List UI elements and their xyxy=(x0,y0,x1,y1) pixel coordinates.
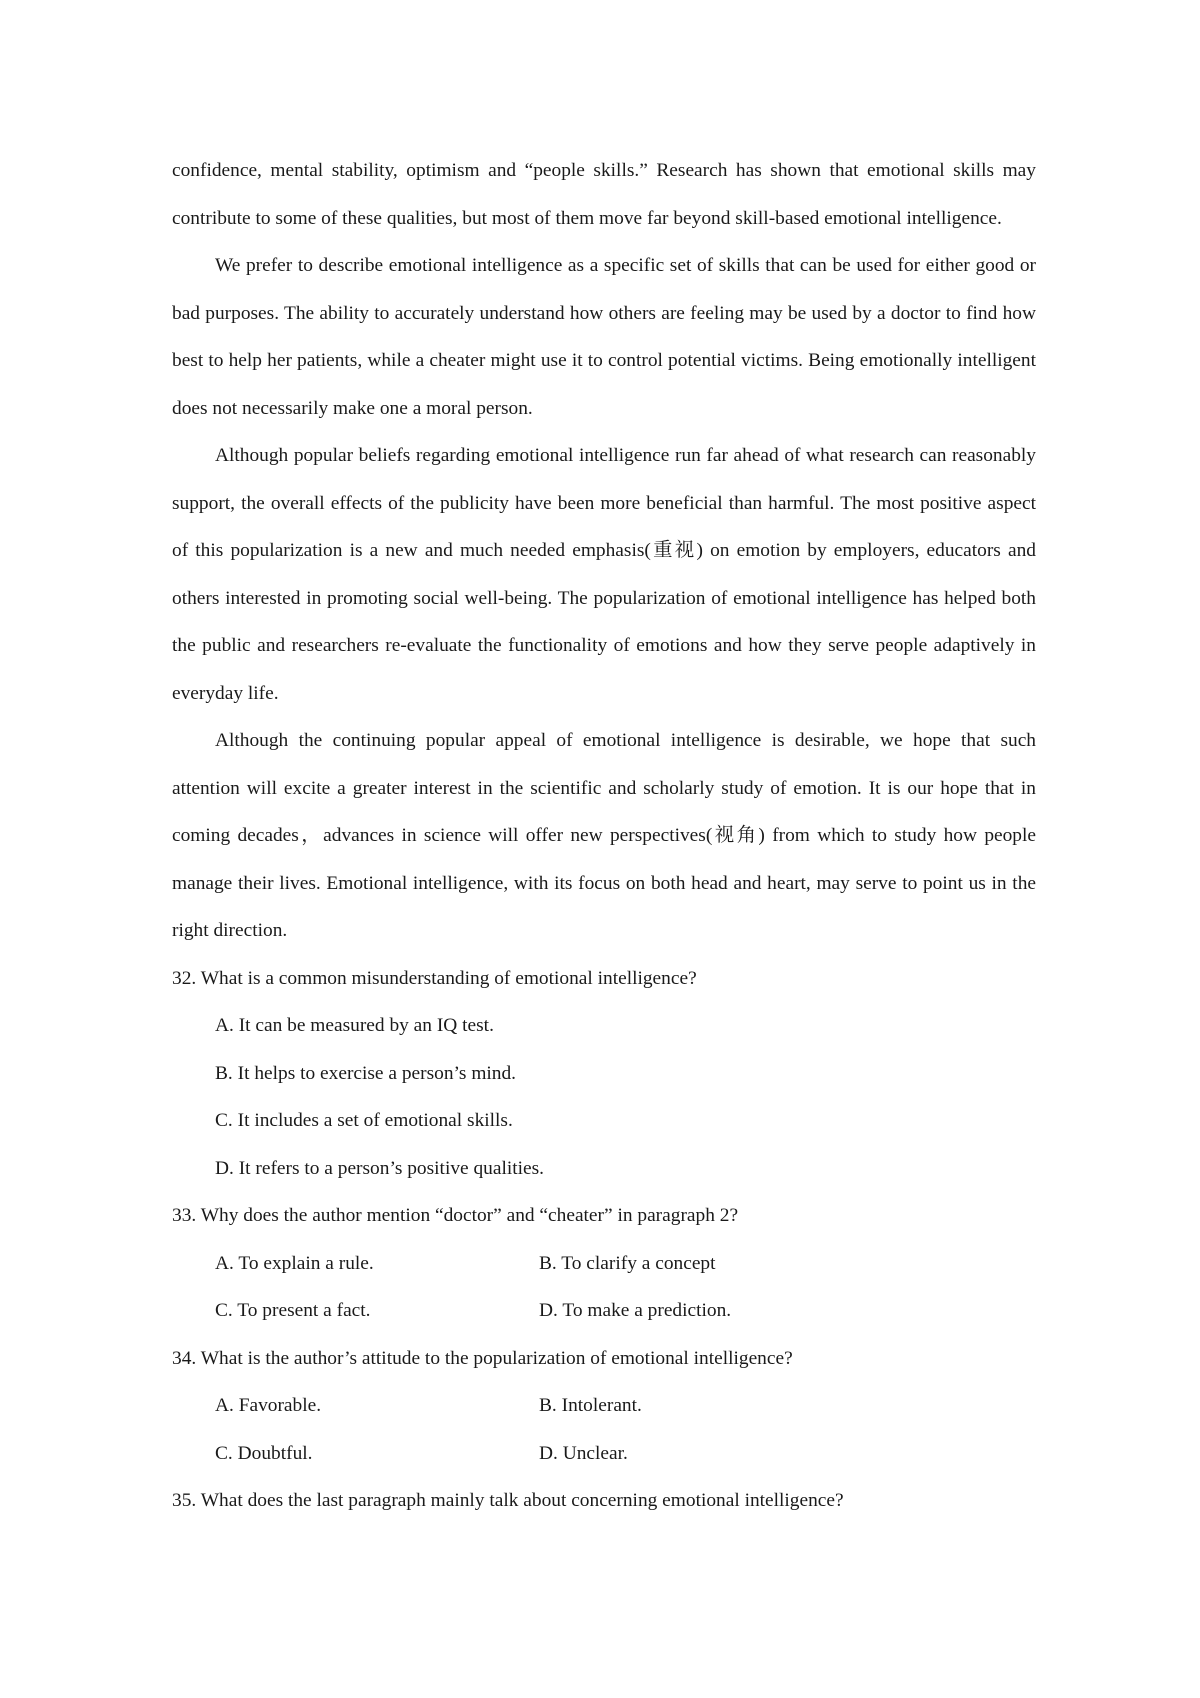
passage-paragraph-4: Although the continuing popular appeal of emotional intelligence is desirable, we hope that such attention will excite a greater interest in the scientific and scholarly study of emotion. It is our hope that in coming decades，advances in science will offer new perspectives(视角) from which to study how people manage their lives. Emotional intelligence, with its focus on both head and heart, may serve to point us in the right direction. xyxy=(172,730,1036,941)
option-c: C. It includes a set of emotional skills. xyxy=(215,1110,513,1131)
option-row xyxy=(172,1287,1036,1335)
option-a: A. It can be measured by an IQ test. xyxy=(215,1015,494,1036)
option-b: B. Intolerant. xyxy=(539,1395,642,1416)
option-d: D. Unclear. xyxy=(539,1442,628,1464)
option-d: D. It refers to a person’s positive qualities. xyxy=(215,1157,545,1179)
passage-paragraph-2: We prefer to describe emotional intelligence as a specific set of skills that can be used for either good or bad purposes. The ability to accurately understand how others are feeling may be used by a doctor to find how best to help her patients, while a cheater might use it to control potential victims. Being emotionally intelligent does not necessarily make one a moral person. xyxy=(172,255,1036,419)
option-c: C. To present a fact. xyxy=(215,1300,371,1321)
question-stem: 32. What is a common misunderstanding of emotional intelligence? xyxy=(172,967,697,989)
question-35 xyxy=(172,1477,1036,1525)
option-a: A. Favorable. xyxy=(215,1395,322,1416)
option-d: D. To make a prediction. xyxy=(539,1300,732,1321)
question-stem: 33. Why does the author mention “doctor” and “cheater” in paragraph 2? xyxy=(172,1205,739,1226)
option-c: C. Doubtful. xyxy=(215,1442,313,1464)
passage-paragraph-1: confidence, mental stability, optimism and “people skills.” Research has shown that emotional skills may contribute to some of these qualities, but most of them move far beyond skill-based emotional intelligence. xyxy=(172,160,1036,229)
option-a: A. To explain a rule. xyxy=(215,1252,374,1274)
passage-paragraph-3: Although popular beliefs regarding emotional intelligence run far ahead of what research can reasonably support, the overall effects of the publicity have been more beneficial than harmful. The most positive aspect of this popularization is a new and much needed emphasis(重视) on emotion by employers, educators and others interested in promoting social well-being. The popularization of emotional intelligence has helped both the public and researchers re-evaluate the functionality of emotions and how they serve people adaptively in everyday life. xyxy=(172,445,1036,704)
option-row xyxy=(172,1382,1036,1430)
option-b: B. To clarify a concept xyxy=(539,1252,716,1274)
question-32 xyxy=(172,955,1036,1193)
option-row xyxy=(172,1430,1036,1478)
question-34 xyxy=(172,1335,1036,1478)
option-row xyxy=(172,1240,1036,1288)
exam-page xyxy=(172,147,1036,1525)
option-b: B. It helps to exercise a person’s mind. xyxy=(215,1062,517,1084)
question-stem: 34. What is the author’s attitude to the popularization of emotional intelligence? xyxy=(172,1347,793,1369)
question-33 xyxy=(172,1192,1036,1335)
question-stem: 35. What does the last paragraph mainly talk about concerning emotional intelligence? xyxy=(172,1490,844,1511)
